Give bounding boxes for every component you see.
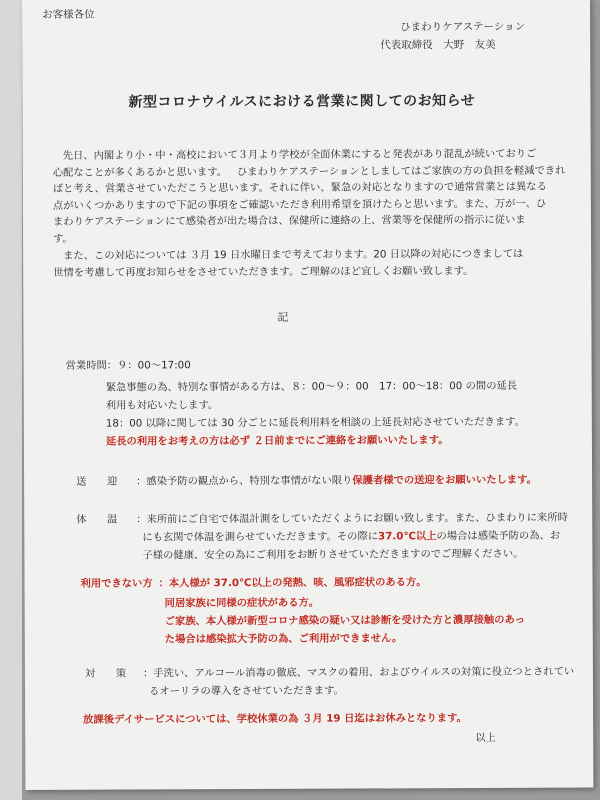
intro-paragraph-2: [53, 246, 573, 281]
intro-line: 点がいくつかありますので下記の事項をご確認いただき利用希望を頂けたらと思います。また、万が一、ひ: [52, 197, 547, 212]
measures-line: ：手洗い、アルコール消毒の徹底、マスクの着用、およびウイルスの対策に役立つとされてい: [142, 665, 575, 680]
hours-notice: 延長の利用をお考えの方は必ず ２日前までにご連絡をお願いいたします。: [105, 434, 449, 448]
representative: 代表取締役 大野 友美: [380, 38, 496, 52]
afterschool-notice: 放課後デイサービスについては、学校休業の為 ３月 19 日迄はお休みとなります。: [83, 712, 467, 726]
intro-line: 心配なことが多くあるかと思います。 ひまわりケアステーションとしましてはご家族の方の負担を軽減できれ: [52, 164, 566, 179]
temperature-label: 体 温: [76, 513, 118, 526]
measures-line: るオーリラの導入をさせていただきます。: [148, 684, 344, 698]
transport-label: 送 迎: [76, 475, 118, 488]
intro-line: ばと考え、営業させていただこうと思います。それに伴い、緊急の対応となりますので通常営業とは異なる: [52, 180, 547, 195]
unavailable-line: た場合は感染拡大予防の為、ご利用ができません。: [164, 632, 403, 646]
hours-line: 利用も対応いたします。: [105, 399, 219, 412]
temperature-line: ：来所前にご自宅で体温計測をしていただくようにお願い致します。また、ひまわりに来所時: [136, 511, 568, 526]
intro-line: す。: [53, 232, 73, 245]
hours-line: 18：00 以降に関しては 30 分ごとに延長利用料を相談の上延長対応させていただきます。: [105, 415, 525, 430]
intro-line: 先日、内閣より小・中・高校において３月より学校が全面休業にすると発表があり混乱が続いておりご: [62, 147, 537, 162]
transport-text: ：感染予防の観点から、特別な事情がない限り保護者様での送迎をお願いいたします。: [136, 473, 537, 488]
intro-line: まわりケアステーションにて感染者が出た場合は、保健所に連絡の上、営業等を保健所の指示に従いま: [52, 213, 526, 228]
unavailable-line: ご家族、本人様が新型コロナ感染の疑い又は診断を受けた方と濃厚接触のあっ: [164, 613, 526, 628]
unavailable-line: ：本人様が 37.0℃以上の発熱、咳、風邪症状のある方。: [158, 576, 427, 590]
measures-label: 対 策: [84, 667, 127, 680]
temperature-line: にも玄関で体温を測らせていただきます。その際に37.0℃以上の場合は感染予防の為、お: [142, 529, 561, 544]
page-title: 新型コロナウイルスにおける営業に関してのお知らせ: [128, 93, 476, 111]
company-name: ひまわりケアステーション: [400, 20, 526, 34]
wall-background: [0, 0, 22, 800]
closing-mark: 以上: [475, 731, 496, 745]
intro-line: 世情を考慮して再度お知らせをさせていただきます。ご理解のほど宜しくお願い致します。: [53, 264, 474, 279]
notice-paper: [22, 0, 593, 790]
hours-line: 緊急事態の為、特別な事情がある方は、８：00〜９：00 17：00〜18：00 の間の延長: [105, 379, 518, 394]
hours-label: 営業時間：９：00〜17:00: [65, 359, 191, 372]
intro-line: また、この対応については ３月 19 日水曜日まで考えております。20 日以降の対応につきましては: [63, 247, 524, 262]
unavailable-label: 利用できない方: [80, 577, 153, 590]
ki-mark: 記: [277, 310, 289, 324]
addressee: お客様各位: [42, 8, 95, 21]
temperature-line: 子様の健康、安全の為にご利用をお断りさせていただきますのでご理解ください。: [142, 547, 524, 562]
unavailable-line: 同居家族に同様の症状がある方。: [164, 596, 320, 610]
intro-paragraph-1: [53, 146, 573, 247]
